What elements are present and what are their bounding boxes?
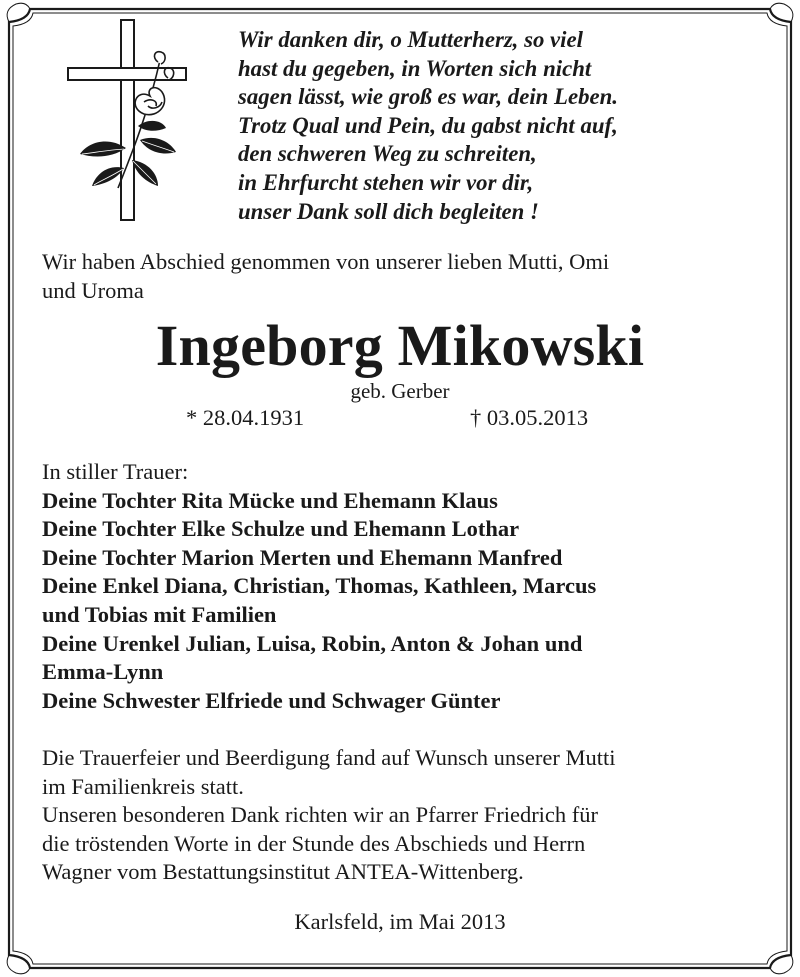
poem-line: unser Dank soll dich begleiten ! — [238, 198, 539, 224]
death-date: † 03.05.2013 — [470, 405, 589, 430]
closing-note — [42, 744, 764, 887]
mourner-line: Deine Tochter Elke Schulze und Ehemann Lothar — [42, 516, 520, 542]
poem-line: Trotz Qual und Pein, du gabst nicht auf, — [238, 112, 618, 138]
poem-line: sagen lässt, wie groß es war, dein Leben. — [238, 84, 618, 110]
deceased-name: Ingeborg Mikowski — [155, 313, 645, 378]
place-and-date: Karlsfeld, im Mai 2013 — [294, 909, 506, 934]
mourners-heading: In stiller Trauer: — [42, 459, 189, 484]
intro-line: und Uroma — [42, 277, 144, 303]
cross-with-rose-icon — [66, 18, 190, 223]
mourner-line: Deine Enkel Diana, Christian, Thomas, Kathleen, Marcus — [42, 573, 597, 599]
poem-line: den schweren Weg zu schreiten, — [238, 141, 537, 167]
mourner-line: Deine Schwester Elfriede und Schwager Günter — [42, 687, 501, 713]
closing-line: Unseren besonderen Dank richten wir an Pfarrer Friedrich für — [42, 802, 599, 828]
mourner-line: Deine Tochter Rita Mücke und Ehemann Klaus — [42, 487, 498, 513]
mourner-line: Deine Urenkel Julian, Luisa, Robin, Anton & Johan und — [42, 630, 583, 656]
farewell-intro — [42, 248, 764, 306]
poem-line: Wir danken dir, o Mutterherz, so viel — [238, 27, 583, 52]
poem-line: hast du gegeben, in Worten sich nicht — [238, 55, 592, 81]
closing-line: im Familienkreis statt. — [42, 773, 244, 799]
intro-line: Wir haben Abschied genommen von unserer lieben Mutti, Omi — [42, 249, 610, 274]
birth-date: * 28.04.1931 — [186, 405, 305, 430]
mourner-line: Deine Tochter Marion Merten und Ehemann Manfred — [42, 544, 563, 570]
closing-line: Wagner vom Bestattungsinstitut ANTEA-Wittenberg. — [42, 859, 524, 885]
closing-line: die tröstenden Worte in der Stunde des Abschieds und Herrn — [42, 830, 586, 856]
birth-name: geb. Gerber — [350, 379, 450, 403]
poem-line: in Ehrfurcht stehen wir vor dir, — [238, 169, 534, 195]
mourners-list — [42, 458, 764, 715]
closing-line: Die Trauerfeier und Beerdigung fand auf Wunsch unserer Mutti — [42, 745, 616, 770]
memorial-poem — [238, 26, 618, 226]
mourner-line: und Tobias mit Familien — [42, 601, 277, 627]
mourner-line: Emma-Lynn — [42, 659, 164, 685]
